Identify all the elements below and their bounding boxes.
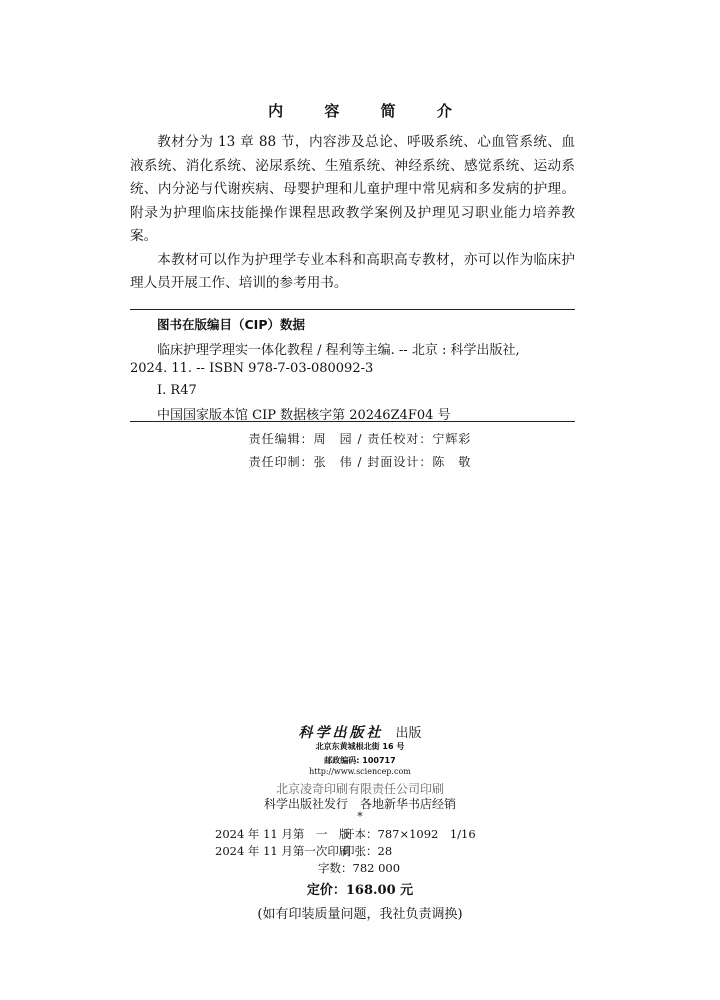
cip-top-rule	[130, 309, 575, 310]
cip-line-2: 2024. 11. -- ISBN 978-7-03-080092-3	[130, 361, 374, 376]
publisher-url: http://www.sciencep.com	[309, 767, 411, 776]
intro-section	[130, 131, 575, 296]
separator-star: *	[357, 810, 363, 823]
cip-line-3: Ⅰ. R47	[157, 383, 197, 398]
page-title: 内 容 简 介	[268, 102, 470, 120]
quality-notice: (如有印装质量问题，我社负责调换)	[257, 907, 463, 922]
cip-line-1: 临床护理学理实一体化教程 / 程利等主编. -- 北京 : 科学出版社,	[157, 343, 520, 358]
publisher-logo: 科学出版社	[298, 725, 384, 741]
edition-line	[215, 826, 476, 842]
staff-line-1: 责任编辑：周 园 / 责任校对：宁辉彩	[248, 432, 472, 446]
cip-line-4: 中国国家版本馆 CIP 数据核字第 20246Z4F04 号	[157, 408, 451, 423]
format: 开本：787×1092 1/16	[343, 827, 476, 841]
publisher-line	[0, 722, 720, 742]
printer-line: 北京凌奇印刷有限责任公司印刷	[275, 782, 444, 796]
staff-line-2: 责任印制：张 伟 / 封面设计：陈 敬	[248, 455, 472, 469]
intro-paragraph-2: 本教材可以作为护理学专业本科和高职高专教材，亦可以作为临床护理人员开展工作、培训的参考用书。	[130, 251, 575, 291]
cip-bottom-rule	[130, 421, 575, 422]
publisher-address: 北京东黄城根北街 16 号	[315, 742, 405, 751]
edition: 2024 年 11 月第 一 版	[215, 827, 351, 841]
word-count: 字数：782 000	[318, 861, 401, 875]
postcode: 邮政编码: 100717	[324, 756, 396, 765]
distribution-line: 科学出版社发行 各地新华书店经销	[263, 797, 456, 811]
printing-line	[215, 843, 392, 859]
intro-paragraph-1: 教材分为 13 章 88 节，内容涉及总论、呼吸系统、心血管系统、血液系统、消化系统、泌尿系统、生殖系统、神经系统、感觉系统、运动系统、内分泌与代谢疾病、母婴护理和儿童护理中常见病和多发病的护理。附录为护理临床技能操作课程思政教学案例及护理见习职业能力培养教案。	[130, 134, 575, 244]
cip-heading: 图书在版编目（CIP）数据	[157, 317, 305, 332]
sheets: 印张：28	[343, 844, 393, 858]
price: 定价：168.00 元	[306, 883, 414, 898]
printing: 2024 年 11 月第一次印刷	[215, 844, 351, 858]
publish-word: 出版	[395, 726, 422, 741]
